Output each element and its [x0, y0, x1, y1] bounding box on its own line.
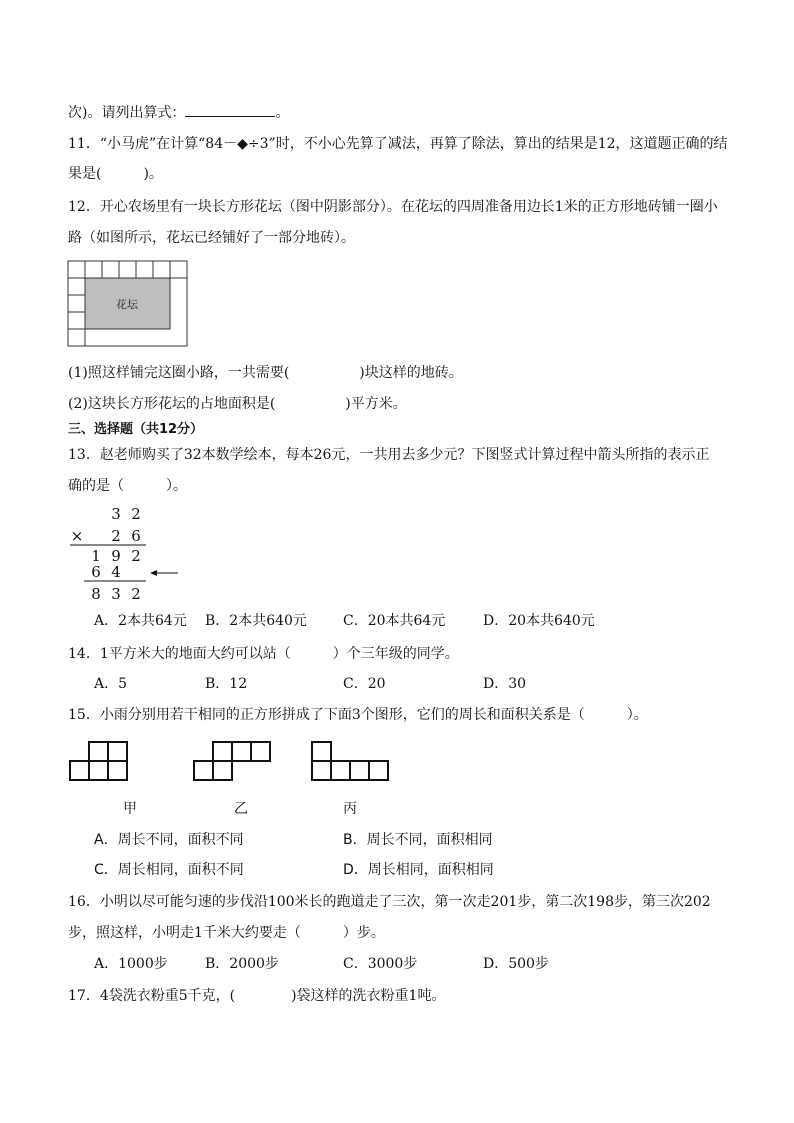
q15-option-b[interactable]: B．周长不同，面积相同: [343, 832, 493, 848]
q16-option-b[interactable]: B．2000步: [205, 956, 279, 972]
digit: 8: [91, 585, 101, 603]
figure-label-jia: 甲: [123, 801, 137, 817]
q16-option-a[interactable]: A．1000步: [94, 956, 168, 972]
digit: 4: [111, 563, 121, 581]
digit: 6: [131, 527, 141, 545]
q13-option-a[interactable]: A．2本共64元: [94, 613, 187, 629]
arrow-head: [150, 570, 157, 576]
figure-jia: [70, 742, 127, 780]
q15-option-c[interactable]: C．周长相同，面积不同: [94, 862, 244, 878]
q15-line1: 15．小雨分别用若干相同的正方形拼成了下面3个图形，它们的周长和面积关系是（ ）。: [68, 707, 648, 723]
digit: 2: [131, 547, 141, 565]
q16-option-c[interactable]: C．3000步: [343, 956, 418, 972]
q14-option-c[interactable]: C．20: [343, 676, 386, 692]
digit: 9: [111, 547, 121, 565]
diamond-symbol: ◆: [237, 136, 248, 152]
q14-line1: 14．1平方米大的地面大约可以站（ ）个三年级的同学。: [68, 646, 459, 662]
digit: 1: [91, 547, 101, 565]
q16-option-d[interactable]: D．500步: [483, 956, 549, 972]
section-heading: 三、选择题（共12分）: [68, 422, 204, 437]
q16-line2: 步，照这样，小明走1千米大约要走（ ）步。: [68, 925, 385, 941]
q14-option-b[interactable]: B．12: [205, 676, 248, 692]
answer-blank[interactable]: [185, 104, 275, 117]
q10-tail: 次)。请列出算式： 。: [68, 105, 290, 121]
flower-bed-label: 花坛: [116, 298, 138, 311]
figure-bing: [312, 742, 388, 780]
q12-sub2: (2)这块长方形花坛的占地面积是( )平方米。: [68, 396, 407, 412]
q17-line1: 17．4袋洗衣粉重5千克，( )袋这样的洗衣粉重1吨。: [68, 988, 446, 1004]
q15-option-d[interactable]: D．周长相同，面积相同: [343, 862, 494, 878]
figure-label-bing: 丙: [343, 801, 357, 817]
q13-line1: 13．赵老师购买了32本数学绘本，每本26元，一共用去多少元？下图竖式计算过程中箭头所指的表示正: [68, 447, 710, 463]
digit: 2: [111, 527, 121, 545]
q14-option-a[interactable]: A．5: [94, 676, 128, 692]
flower-bed-diagram: [67, 260, 189, 348]
digit: 3: [111, 585, 121, 603]
q13-option-d[interactable]: D．20本共640元: [483, 613, 595, 629]
vertical-multiplication: [64, 503, 184, 603]
q15-option-a[interactable]: A．周长不同，面积不同: [94, 832, 244, 848]
q13-line2: 确的是（ ）。: [68, 478, 187, 494]
q13-option-b[interactable]: B．2本共640元: [205, 613, 307, 629]
figure-label-yi: 乙: [234, 801, 248, 817]
q13-option-c[interactable]: C．20本共64元: [343, 613, 446, 629]
q11-line2: 果是( )。: [68, 166, 163, 182]
figure-yi: [194, 742, 270, 780]
q12-line1: 12．开心农场里有一块长方形花坛（图中阴影部分）。在花坛的四周准备用边长1米的正方形地砖铺一圈小: [68, 199, 718, 215]
times-sign: ×: [70, 527, 84, 545]
q11-line1: 11．“小马虎”在计算“84－◆÷3”时，不小心先算了减法，再算了除法，算出的结果是12，这道题正确的结: [68, 136, 728, 152]
q14-option-d[interactable]: D．30: [483, 676, 527, 692]
digit: 2: [131, 505, 141, 523]
digit: 2: [131, 585, 141, 603]
q16-line1: 16．小明以尽可能匀速的步伐沿100米长的跑道走了三次，第一次走201步，第二次198步，第三次202: [68, 894, 711, 910]
digit: 3: [111, 505, 121, 523]
digit: 6: [91, 563, 101, 581]
q12-line2: 路（如图所示，花坛已经铺好了一部分地砖）。: [68, 230, 355, 246]
square-figures: [66, 740, 396, 785]
q12-sub1: (1)照这样铺完这圈小路，一共需要( )块这样的地砖。: [68, 365, 463, 381]
